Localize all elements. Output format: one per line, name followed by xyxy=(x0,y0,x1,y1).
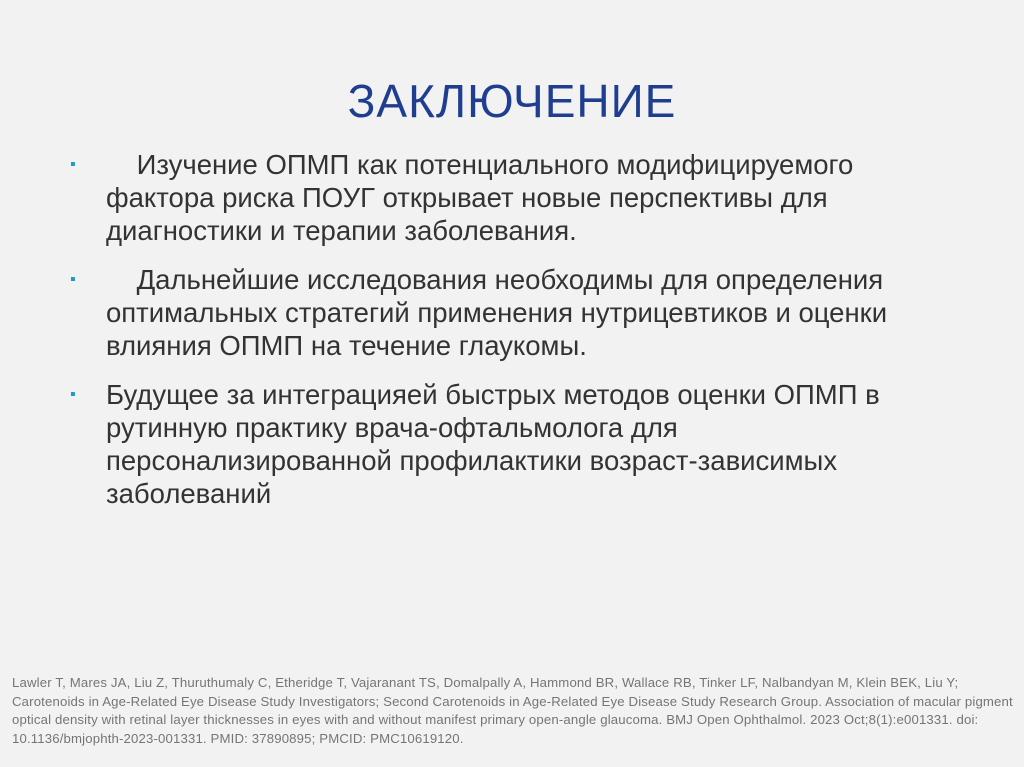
reference-citation: Lawler T, Mares JA, Liu Z, Thuruthumaly C, Etheridge T, Vajaranant TS, Domalpally A, Hammond BR, Wallace RB, Tinker LF, Nalbandyan M, Klein BEK, Liu Y; Carotenoids in Age-Related Eye Disease Study Investigators; Second Carotenoids in Age-Related Eye Disease Study Research Group. Association of macular pigment optical density with retinal layer thicknesses in eyes with and without manifest primary open-angle glaucoma. BMJ Open Ophthalmol. 2023 Oct;8(1):e001331. doi: 10.1136/bmjophth-2023-001331. PMID: 37890895; PMCID: PMC10619120. xyxy=(12,675,1013,746)
slide-title: ЗАКЛЮЧЕНИЕ xyxy=(347,74,677,127)
bullet-item xyxy=(66,378,966,510)
bullet-text: Будущее за интеграцияей быстрых методов оценки ОПМП в рутинную практику врача-офтальмолога для персонализированной профилактики возраст-зависимых заболеваний xyxy=(106,379,888,509)
bullet-item xyxy=(66,263,966,362)
bullet-list xyxy=(66,148,966,510)
square-bullet-icon: ▪ xyxy=(70,386,76,403)
bullet-item xyxy=(66,148,966,247)
bullet-text: Дальнейшие исследования необходимы для определения оптимальных стратегий применения нутрицевтиков и оценки влияния ОПМП на течение глаукомы. xyxy=(106,264,895,361)
square-bullet-icon: ▪ xyxy=(70,156,76,173)
bullet-text: Изучение ОПМП как потенциального модифицируемого фактора риска ПОУГ открывает новые перспективы для диагностики и терапии заболевания. xyxy=(106,149,861,246)
square-bullet-icon: ▪ xyxy=(70,271,76,288)
